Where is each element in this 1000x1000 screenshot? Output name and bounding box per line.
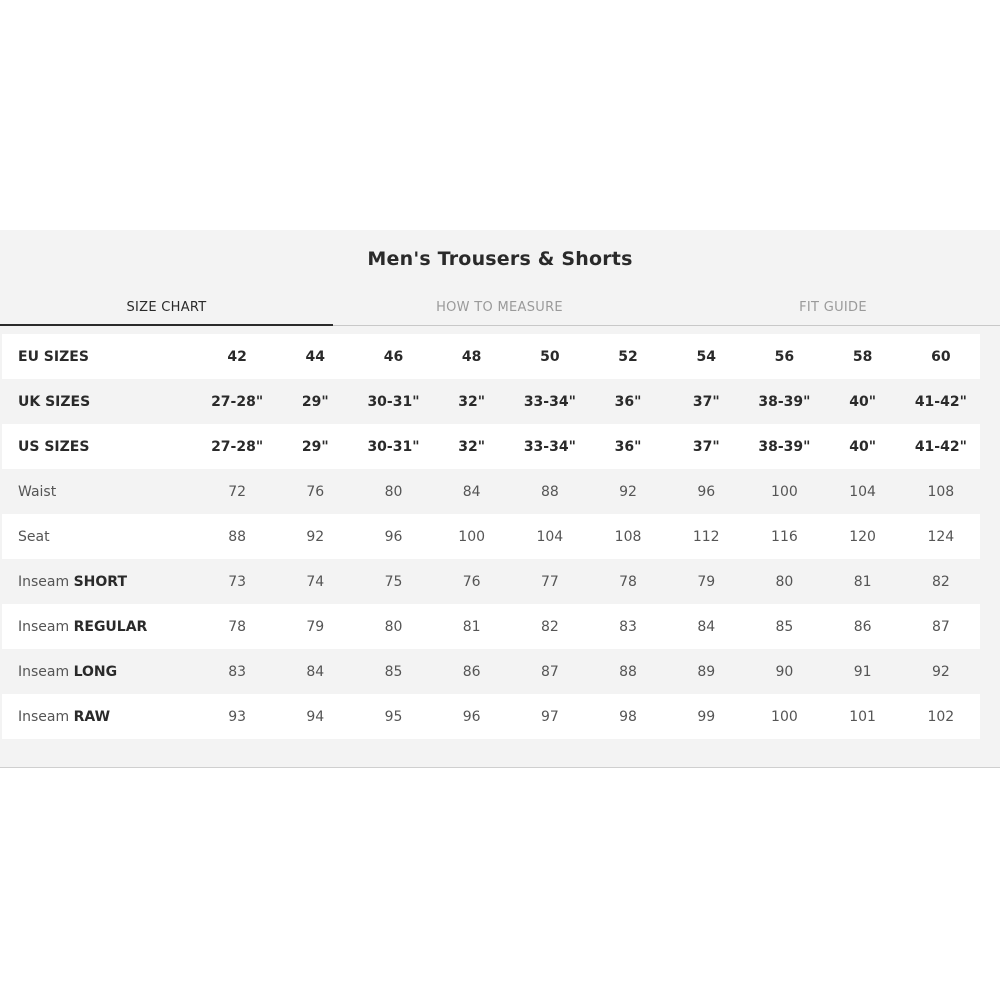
table-cell: 82 [902,559,980,604]
table-cell: 54 [667,334,745,379]
table-cell: 41-42" [902,424,980,469]
table-cell: 86 [824,604,902,649]
table-cell: 38-39" [745,379,823,424]
table-cell: 83 [198,649,276,694]
table-cell: 84 [276,649,354,694]
table-cell: 32" [433,379,511,424]
table-cell: 98 [589,694,667,739]
row-label-text: EU SIZES [18,348,89,365]
row-label [2,379,198,424]
table-row [2,334,980,379]
tab-fit-guide[interactable]: FIT GUIDE [799,300,867,315]
table-cell: 93 [198,694,276,739]
table-cell: 84 [667,604,745,649]
row-label-variant: RAW [73,708,111,725]
row-label [2,334,198,379]
table-cell: 48 [433,334,511,379]
table-cell: 37" [667,379,745,424]
table-cell: 92 [902,649,980,694]
table-cell: 50 [511,334,589,379]
table-cell: 81 [433,604,511,649]
table-cell: 87 [511,649,589,694]
row-label-text: Inseam [18,708,70,725]
table-cell: 80 [354,604,432,649]
tab-bar [0,296,1000,326]
row-label-text: Inseam [18,618,70,635]
table-cell: 73 [198,559,276,604]
table-cell: 40" [824,424,902,469]
size-chart-table [2,334,980,739]
table-cell: 60 [902,334,980,379]
table-cell: 29" [276,379,354,424]
row-label [2,559,198,604]
table-cell: 46 [354,334,432,379]
table-cell: 86 [433,649,511,694]
table-cell: 100 [433,514,511,559]
row-label-variant: REGULAR [73,618,148,635]
table-cell: 101 [824,694,902,739]
table-cell: 41-42" [902,379,980,424]
table-cell: 56 [745,334,823,379]
table-cell: 30-31" [354,379,432,424]
table-cell: 42 [198,334,276,379]
table-row [2,424,980,469]
table-cell: 32" [433,424,511,469]
table-cell: 78 [589,559,667,604]
table-cell: 90 [745,649,823,694]
table-cell: 76 [433,559,511,604]
table-cell: 78 [198,604,276,649]
table-cell: 84 [433,469,511,514]
table-cell: 79 [276,604,354,649]
table-cell: 88 [511,469,589,514]
table-cell: 85 [745,604,823,649]
row-label-text: Seat [18,528,50,545]
table-row [2,604,980,649]
table-cell: 27-28" [198,379,276,424]
row-label [2,694,198,739]
table-cell: 116 [745,514,823,559]
row-label [2,469,198,514]
table-cell: 81 [824,559,902,604]
table-cell: 120 [824,514,902,559]
table-row [2,379,980,424]
table-row [2,469,980,514]
table-row [2,694,980,739]
table-cell: 100 [745,694,823,739]
table-cell: 44 [276,334,354,379]
table-cell: 97 [511,694,589,739]
table-cell: 77 [511,559,589,604]
tab-size-chart[interactable]: SIZE CHART [0,296,333,326]
row-label-text: Inseam [18,663,70,680]
table-cell: 96 [354,514,432,559]
table-cell: 88 [198,514,276,559]
table-cell: 100 [745,469,823,514]
table-cell: 99 [667,694,745,739]
row-label-text: Waist [18,483,57,500]
table-cell: 80 [354,469,432,514]
table-cell: 89 [667,649,745,694]
page-title: Men's Trousers & Shorts [367,248,633,270]
table-cell: 52 [589,334,667,379]
table-cell: 83 [589,604,667,649]
table-row [2,514,980,559]
row-label-text: US SIZES [18,438,90,455]
table-cell: 38-39" [745,424,823,469]
table-cell: 88 [589,649,667,694]
row-label [2,604,198,649]
table-cell: 27-28" [198,424,276,469]
table-cell: 58 [824,334,902,379]
table-cell: 30-31" [354,424,432,469]
row-label-variant: LONG [73,663,118,680]
table-cell: 76 [276,469,354,514]
table-cell: 79 [667,559,745,604]
table-cell: 33-34" [511,379,589,424]
table-cell: 102 [902,694,980,739]
row-label-text: UK SIZES [18,393,91,410]
table-cell: 91 [824,649,902,694]
row-label [2,649,198,694]
table-cell: 85 [354,649,432,694]
table-cell: 80 [745,559,823,604]
table-cell: 29" [276,424,354,469]
table-cell: 124 [902,514,980,559]
row-label-variant: SHORT [73,573,127,590]
row-label [2,424,198,469]
table-cell: 96 [433,694,511,739]
table-cell: 104 [511,514,589,559]
tab-how-to-measure[interactable]: HOW TO MEASURE [436,300,563,315]
size-guide-panel [0,230,1000,768]
table-row [2,559,980,604]
table-cell: 82 [511,604,589,649]
row-label-text: Inseam [18,573,70,590]
table-cell: 92 [589,469,667,514]
table-cell: 96 [667,469,745,514]
table-cell: 36" [589,379,667,424]
table-cell: 33-34" [511,424,589,469]
table-cell: 92 [276,514,354,559]
table-cell: 108 [902,469,980,514]
table-row [2,649,980,694]
table-cell: 104 [824,469,902,514]
table-cell: 72 [198,469,276,514]
table-cell: 40" [824,379,902,424]
table-cell: 74 [276,559,354,604]
row-label [2,514,198,559]
table-cell: 94 [276,694,354,739]
table-cell: 108 [589,514,667,559]
table-cell: 112 [667,514,745,559]
table-cell: 75 [354,559,432,604]
table-cell: 87 [902,604,980,649]
table-cell: 36" [589,424,667,469]
table-cell: 95 [354,694,432,739]
table-cell: 37" [667,424,745,469]
